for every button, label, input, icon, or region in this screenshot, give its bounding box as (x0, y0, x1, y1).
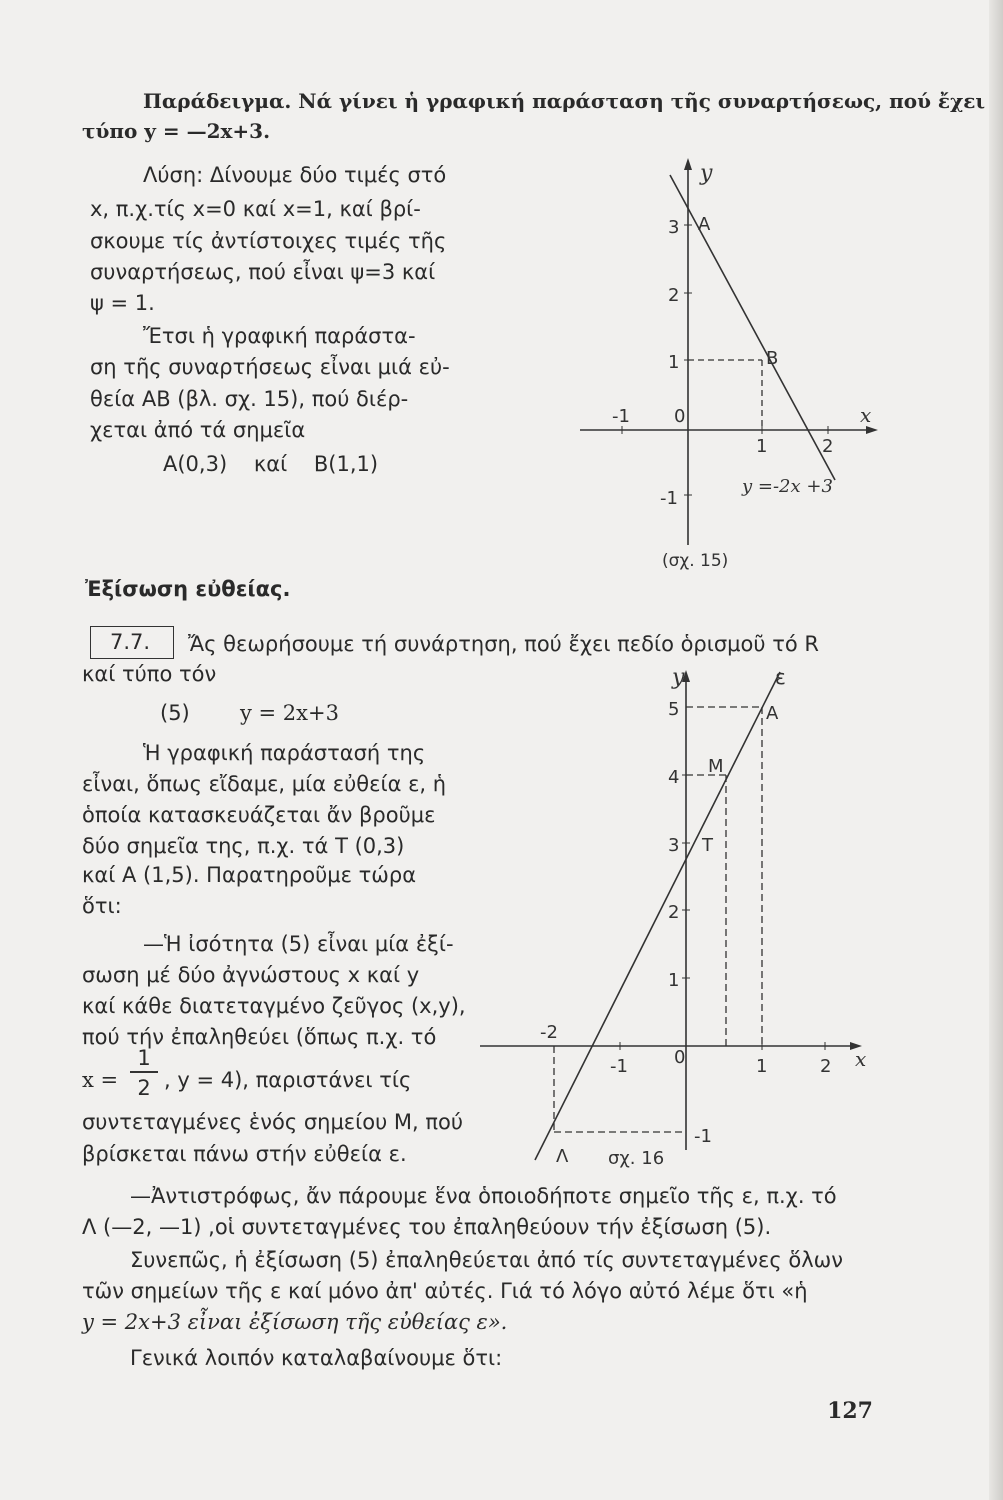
solution-line: θεία ΑΒ (βλ. σχ. 15), πού διέρ- (90, 387, 409, 411)
fig15-x-label: x (860, 403, 872, 427)
solution-line: χεται ἀπό τά σημεῖα (90, 418, 306, 442)
formula-label: (5) (160, 701, 190, 725)
solution-line: x, π.χ.τίς x=0 καί x=1, καί βρί- (90, 197, 421, 221)
fig15-ytick-label: 2 (668, 285, 680, 306)
fig16-ytick-label: 3 (668, 835, 680, 856)
page-edge (989, 0, 1003, 1500)
solution-line: Λύση: Δίνουμε δύο τιμές στό (143, 163, 447, 187)
fig15-y-label: y (700, 161, 713, 186)
solution-line: Ἔτσι ἡ γραφική παράστα- (143, 324, 416, 348)
fig16-line-label: ε (775, 665, 786, 689)
fig16-xtick-label: -2 (540, 1022, 558, 1043)
fig15-ytick-label: 1 (668, 352, 680, 373)
section-line: πού τήν ἐπαληθεύει (ὅπως π.χ. τό (82, 1025, 437, 1049)
fraction-numerator: 1 (137, 1046, 151, 1070)
fig16-ytick-label: 4 (668, 767, 680, 788)
fraction-line-start: x = (82, 1068, 119, 1092)
fig15-point-A-label: A (698, 214, 711, 235)
section-line: Ἡ γραφική παράστασή της (143, 741, 426, 765)
fig15-xtick-label: -1 (612, 406, 630, 427)
fig16-xtick-label: 1 (756, 1056, 768, 1077)
section-line: βρίσκεται πάνω στήν εὐθεία ε. (82, 1142, 407, 1166)
example-title-line2: τύπο y = —2x+3. (82, 119, 271, 143)
fig16-ytick-label: -1 (694, 1126, 712, 1147)
fig16-point-T-label: T (702, 835, 713, 856)
fig16-ytick-label: 2 (668, 902, 680, 923)
fig15-equation: y =-2x +3 (742, 476, 833, 497)
fraction-bar (130, 1071, 158, 1073)
section-line: δύο σημεῖα της, π.χ. τά Τ (0,3) (82, 834, 405, 858)
solution-line: σκουμε τίς ἀντίστοιχες τιμές τῆς (90, 229, 447, 253)
fig15-ytick-label: 3 (668, 217, 680, 238)
section-heading: Ἐξίσωση εὐθείας. (85, 577, 291, 601)
fig16-xtick-label: 2 (820, 1056, 832, 1077)
fig15-line (670, 175, 835, 480)
figure-15 (560, 150, 890, 580)
fig16-line-epsilon (535, 672, 780, 1160)
section-line: σωση μέ δύο ἀγνώστους x καί y (82, 963, 420, 987)
closing-line: Συνεπῶς, ἡ ἐξίσωση (5) ἐπαληθεύεται ἀπό τίς συντεταγμένες ὅλων (130, 1248, 843, 1272)
fig15-x-arrow-icon (866, 426, 878, 434)
figure-16 (470, 660, 890, 1180)
section-line: καί κάθε διατεταγμένο ζεῦγος (x,y), (82, 994, 466, 1018)
closing-italic-line: y = 2x+3 εἶναι ἐξίσωση τῆς εὐθείας ε». (82, 1310, 508, 1334)
fig16-xtick-label: 0 (674, 1047, 686, 1068)
solution-points: Α(0,3) καί Β(1,1) (163, 452, 379, 476)
fig16-ytick-label: 1 (668, 970, 680, 991)
fig16-y-label: y (672, 665, 685, 690)
closing-line: Λ (—2, —1) ,οἱ συντεταγμένες του ἐπαληθεύουν τήν ἐξίσωση (5). (82, 1215, 772, 1239)
fig15-xtick-label: 0 (674, 406, 686, 427)
section-first-line: Ἄς θεωρήσουμε τή συνάρτηση, πού ἔχει πεδίο ὁρισμοῦ τό R (188, 632, 819, 656)
closing-line: —Ἀντιστρόφως, ἄν πάρουμε ἕνα ὁποιοδήποτε σημεῖο τῆς ε, π.χ. τό (130, 1184, 837, 1208)
fig16-caption: σχ. 16 (608, 1148, 665, 1169)
fig16-point-A-label: A (766, 703, 779, 724)
fraction-line-end: , y = 4), παριστάνει τίς (164, 1068, 412, 1092)
section-line: εἶναι, ὅπως εἴδαμε, μία εὐθεία ε, ἡ (82, 772, 447, 796)
fig16-x-label: x (855, 1047, 867, 1071)
fig16-xtick-label: -1 (610, 1056, 628, 1077)
fig15-ytick-label: -1 (660, 488, 678, 509)
closing-line: τῶν σημείων τῆς ε καί μόνο ἀπ' αὐτές. Γιά τό λόγο αὐτό λέμε ὅτι «ἡ (82, 1279, 808, 1303)
section-number: 7.7. (110, 630, 151, 654)
fig16-point-L-label: Λ (556, 1146, 569, 1167)
section-line: —Ἡ ἰσότητα (5) εἶναι μία ἐξί- (143, 932, 454, 956)
section-line: καί Α (1,5). Παρατηροῦμε τώρα (82, 863, 417, 887)
section-line: συντεταγμένες ἑνός σημείου Μ, πού (82, 1110, 464, 1134)
section-second-line: καί τύπο τόν (82, 662, 217, 686)
formula: y = 2x+3 (240, 701, 339, 725)
fig15-y-arrow-icon (684, 158, 692, 170)
fig15-xtick-label: 1 (756, 436, 768, 457)
section-line: ὁποία κατασκευάζεται ἄν βροῦμε (82, 803, 436, 827)
fig15-xtick-label: 2 (822, 436, 834, 457)
fraction-denominator: 2 (137, 1076, 151, 1100)
solution-line: ση τῆς συναρτήσεως εἶναι μιά εὐ- (90, 355, 450, 379)
closing-last-line: Γενικά λοιπόν καταλαβαίνουμε ὅτι: (130, 1346, 503, 1370)
example-title-line1: Παράδειγμα. Νά γίνει ἡ γραφική παράσταση τῆς συναρτήσεως, πού ἔχει (143, 89, 986, 113)
fig16-ytick-label: 5 (668, 699, 680, 720)
section-line: ὅτι: (82, 894, 122, 918)
fig16-point-M-label: M (708, 756, 724, 777)
solution-line: ψ = 1. (90, 291, 155, 315)
page-number: 127 (827, 1398, 873, 1424)
fig15-caption: (σχ. 15) (662, 551, 729, 571)
fig15-point-B-label: B (766, 348, 779, 369)
solution-line: συναρτήσεως, πού εἶναι ψ=3 καί (90, 260, 436, 284)
